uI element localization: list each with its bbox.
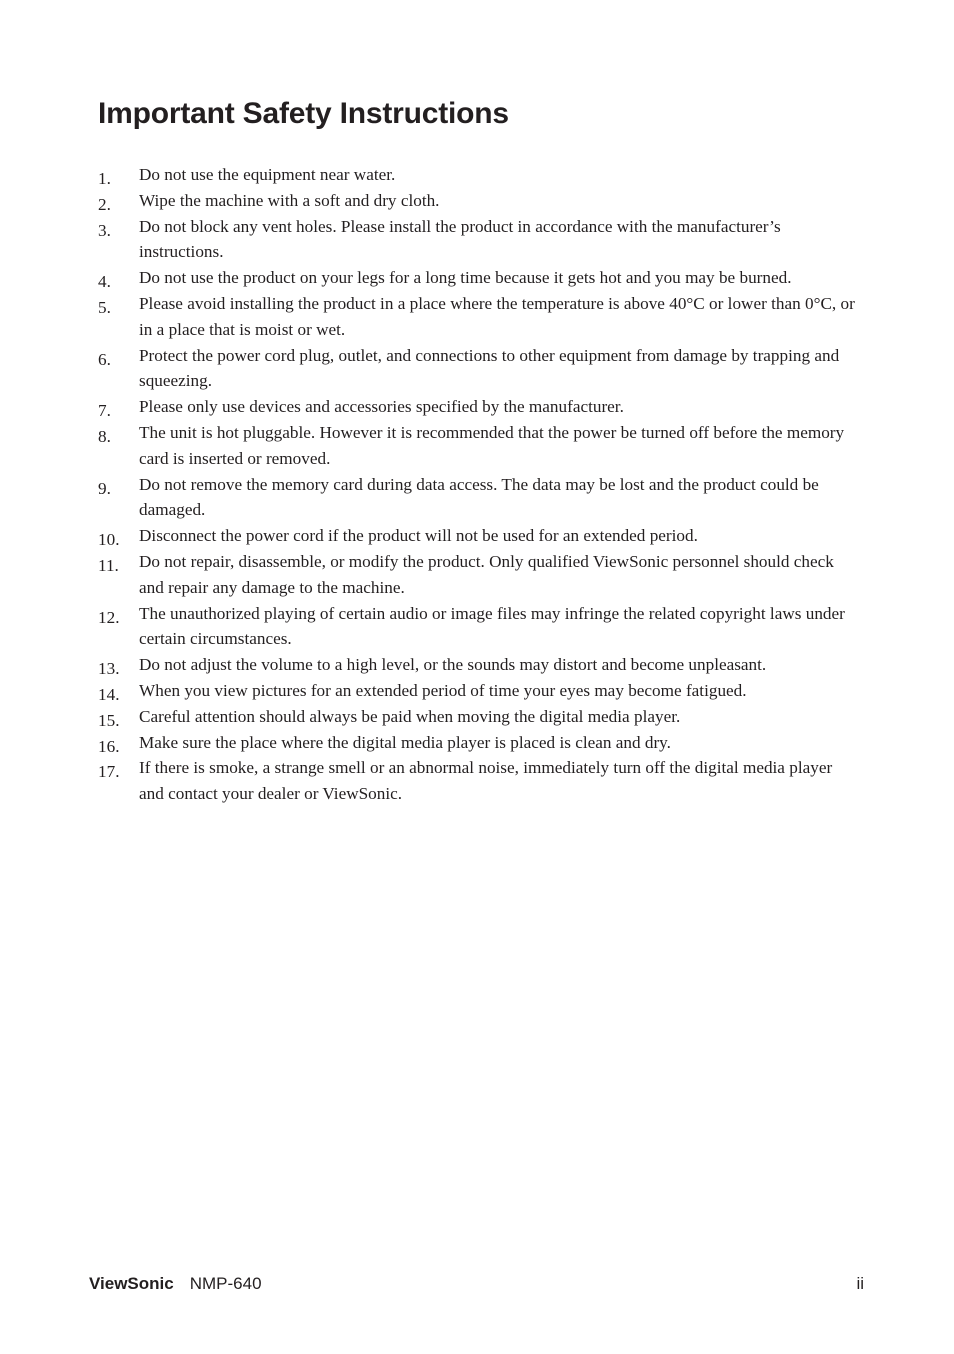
item-text: Please only use devices and accessories specified by the manufacturer. (139, 397, 624, 417)
page-footer (89, 1273, 864, 1295)
list-item (98, 265, 858, 291)
list-item (98, 188, 858, 214)
item-number: 2. (98, 194, 111, 214)
list-item (98, 343, 858, 395)
item-text: The unauthorized playing of certain audio or image files may infringe the related copyright laws under certain circumstances. (139, 603, 845, 649)
item-number: 8. (98, 426, 111, 446)
list-item (98, 730, 858, 756)
item-text: Do not repair, disassemble, or modify the product. Only qualified ViewSonic personnel should check and repair any damage to the machine. (139, 551, 834, 597)
safety-instructions-list (98, 162, 858, 807)
list-item (98, 420, 858, 472)
list-item (98, 678, 858, 704)
item-text: Do not use the product on your legs for a long time because it gets hot and you may be burned. (139, 268, 792, 288)
item-number: 7. (98, 401, 111, 421)
list-item (98, 549, 858, 601)
list-item (98, 704, 858, 730)
item-number: 17. (98, 762, 120, 782)
list-item (98, 214, 858, 266)
item-text: Please avoid installing the product in a place where the temperature is above 40°C or lower than 0°C, or in a place that is moist or wet. (139, 293, 855, 339)
footer-model: NMP-640 (189, 1274, 262, 1293)
item-text: Protect the power cord plug, outlet, and connections to other equipment from damage by trapping and squeezing. (139, 345, 840, 391)
item-text: Do not adjust the volume to a high level, or the sounds may distort and become unpleasant. (139, 655, 767, 675)
item-number: 12. (98, 607, 120, 627)
item-text: Wipe the machine with a soft and dry cloth. (139, 190, 440, 210)
list-item (98, 162, 858, 188)
item-number: 9. (98, 478, 111, 498)
page-number: ii (856, 1274, 864, 1293)
list-item (98, 652, 858, 678)
item-text: Do not block any vent holes. Please install the product in accordance with the manufacturer’s instructions. (139, 216, 781, 262)
list-item (98, 755, 858, 807)
item-number: 14. (98, 684, 120, 704)
item-text: Careful attention should always be paid when moving the digital media player. (139, 706, 681, 726)
item-number: 16. (98, 736, 120, 756)
item-number: 13. (98, 659, 120, 679)
item-number: 10. (98, 530, 120, 550)
item-text: If there is smoke, a strange smell or an abnormal noise, immediately turn off the digital media player and contact your dealer or ViewSonic. (139, 758, 833, 804)
item-number: 1. (98, 169, 111, 188)
list-item (98, 601, 858, 653)
item-number: 6. (98, 349, 111, 369)
item-number: 5. (98, 297, 111, 317)
item-text: Make sure the place where the digital media player is placed is clean and dry. (139, 732, 671, 752)
item-number: 4. (98, 272, 111, 292)
list-item (98, 472, 858, 524)
list-item (98, 291, 858, 343)
item-text: Do not use the equipment near water. (139, 165, 396, 184)
page-title: Important Safety Instructions (98, 97, 509, 130)
item-text: When you view pictures for an extended period of time your eyes may become fatigued. (139, 680, 747, 700)
item-number: 11. (98, 555, 119, 575)
item-text: Do not remove the memory card during data access. The data may be lost and the product could be damaged. (139, 474, 819, 520)
item-number: 15. (98, 710, 120, 730)
footer-brand: ViewSonic (89, 1274, 174, 1293)
item-text: Disconnect the power cord if the product will not be used for an extended period. (139, 526, 698, 546)
item-number: 3. (98, 220, 111, 240)
list-item (98, 523, 858, 549)
list-item (98, 394, 858, 420)
item-text: The unit is hot pluggable. However it is recommended that the power be turned off before the memory card is inserted or removed. (139, 422, 845, 468)
